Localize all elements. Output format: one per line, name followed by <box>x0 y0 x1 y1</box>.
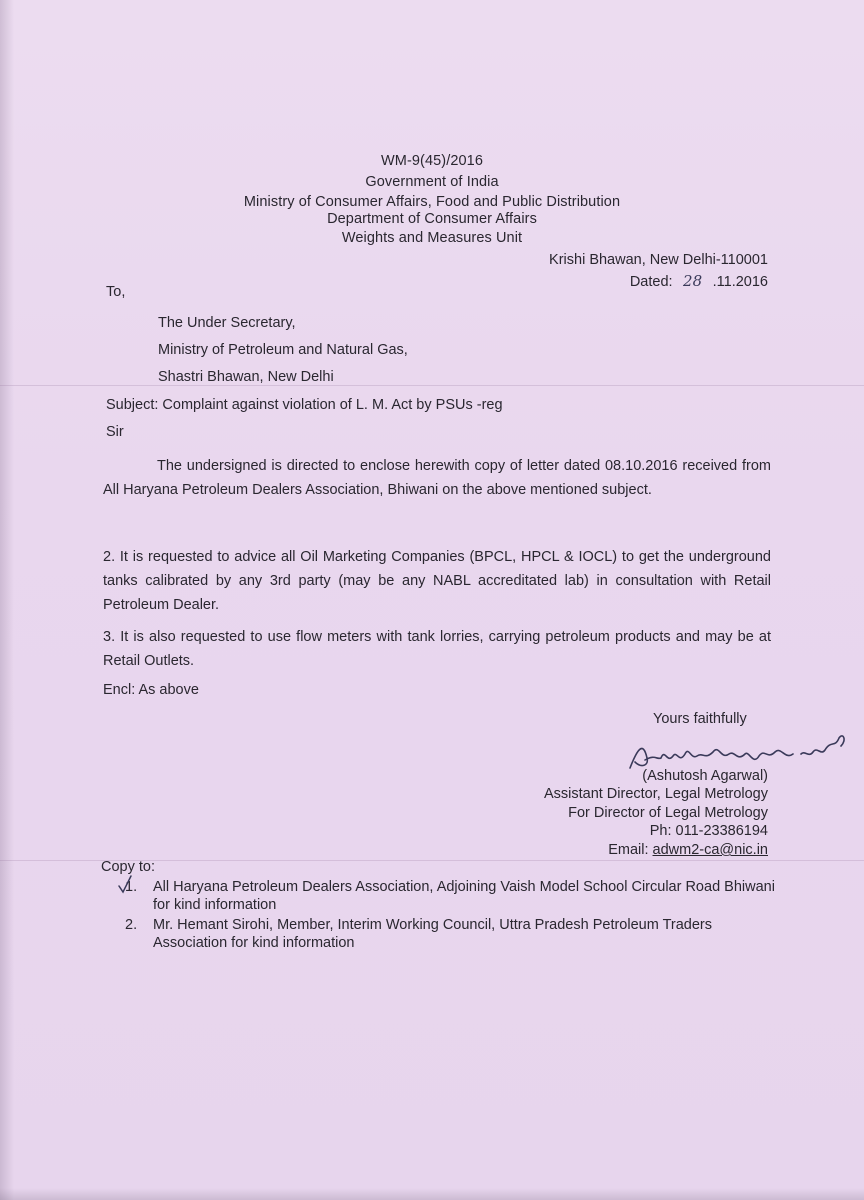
subject-line: Subject: Complaint against violation of L. M. Act by PSUs -reg <box>106 397 503 413</box>
copy-to-item <box>125 878 785 914</box>
scan-bottom-edge <box>0 1188 864 1200</box>
letter-date <box>630 272 768 291</box>
signatory-designation-text: Assistant Director, Legal Metrology <box>543 786 768 802</box>
signatory-for-line <box>568 804 768 822</box>
signatory-email <box>608 841 768 859</box>
paper-fold-line <box>0 385 864 386</box>
copy-to-label: Copy to: <box>101 859 155 875</box>
signatory-phone <box>650 822 768 840</box>
department-name: Department of Consumer Affairs <box>327 211 537 227</box>
handwritten-tick-icon <box>117 874 133 896</box>
signatory-phone-text: Ph: 011-23386194 <box>649 823 768 839</box>
signatory-name <box>642 767 768 785</box>
email-link[interactable]: adwm2-ca@nic.in <box>652 842 768 858</box>
yours-faithfully: Yours faithfully <box>653 711 747 727</box>
recipient-address: Shastri Bhawan, New Delhi <box>158 369 334 385</box>
salutation: Sir <box>106 424 124 440</box>
signatory-name-text: (Ashutosh Agarwal) <box>642 768 768 784</box>
office-address-text: Krishi Bhawan, New Delhi-110001 <box>549 252 768 268</box>
email-label: Email: <box>608 842 649 858</box>
file-number: WM-9(45)/2016 <box>380 153 484 169</box>
to-label: To, <box>106 284 126 300</box>
dated-day-handwritten: 28 <box>683 272 703 290</box>
government-name: Government of India <box>365 174 499 190</box>
ministry-name: Ministry of Consumer Affairs, Food and Public Distribution <box>243 194 621 210</box>
copy-item-text: Mr. Hemant Sirohi, Member, Interim Working Council, Uttra Pradesh Petroleum Traders Association for kind information <box>153 917 712 951</box>
copy-item-number-text: 1. <box>125 879 138 895</box>
enclosure-line: Encl: As above <box>103 682 199 698</box>
dated-month-year: .11.2016 <box>712 274 768 290</box>
unit-name: Weights and Measures Unit <box>341 230 523 246</box>
signatory-designation <box>544 785 768 803</box>
copy-to-list <box>125 878 785 954</box>
body-paragraph-1: The undersigned is directed to enclose herewith copy of letter dated 08.10.2016 received from All Haryana Petroleum Dealers Association, Bhiwani on the above mentioned subject. <box>103 458 771 498</box>
signature-stroke <box>630 736 844 768</box>
copy-item-text: All Haryana Petroleum Dealers Association, Adjoining Vaish Model School Circular Road Bhiwani for kind information <box>153 879 775 913</box>
office-address <box>549 251 768 269</box>
copy-item-number <box>125 878 153 914</box>
copy-item-number: 2. <box>125 917 138 933</box>
body-paragraph-3: 3. It is also requested to use flow meters with tank lorries, carrying petroleum products and may be at Retail Outlets. <box>103 629 771 669</box>
body-paragraph-2: 2. It is requested to advice all Oil Marketing Companies (BPCL, HPCL & IOCL) to get the underground tanks calibrated by any 3rd party (may be any NABL accreditated lab) in consultation with Retail Petroleum Dealer. <box>103 549 771 613</box>
signatory-for-text: For Director of Legal Metrology <box>568 805 768 821</box>
dated-label: Dated: <box>629 274 673 290</box>
recipient-ministry: Ministry of Petroleum and Natural Gas, <box>158 342 408 358</box>
recipient-title: The Under Secretary, <box>158 315 296 331</box>
copy-to-item <box>125 916 785 952</box>
